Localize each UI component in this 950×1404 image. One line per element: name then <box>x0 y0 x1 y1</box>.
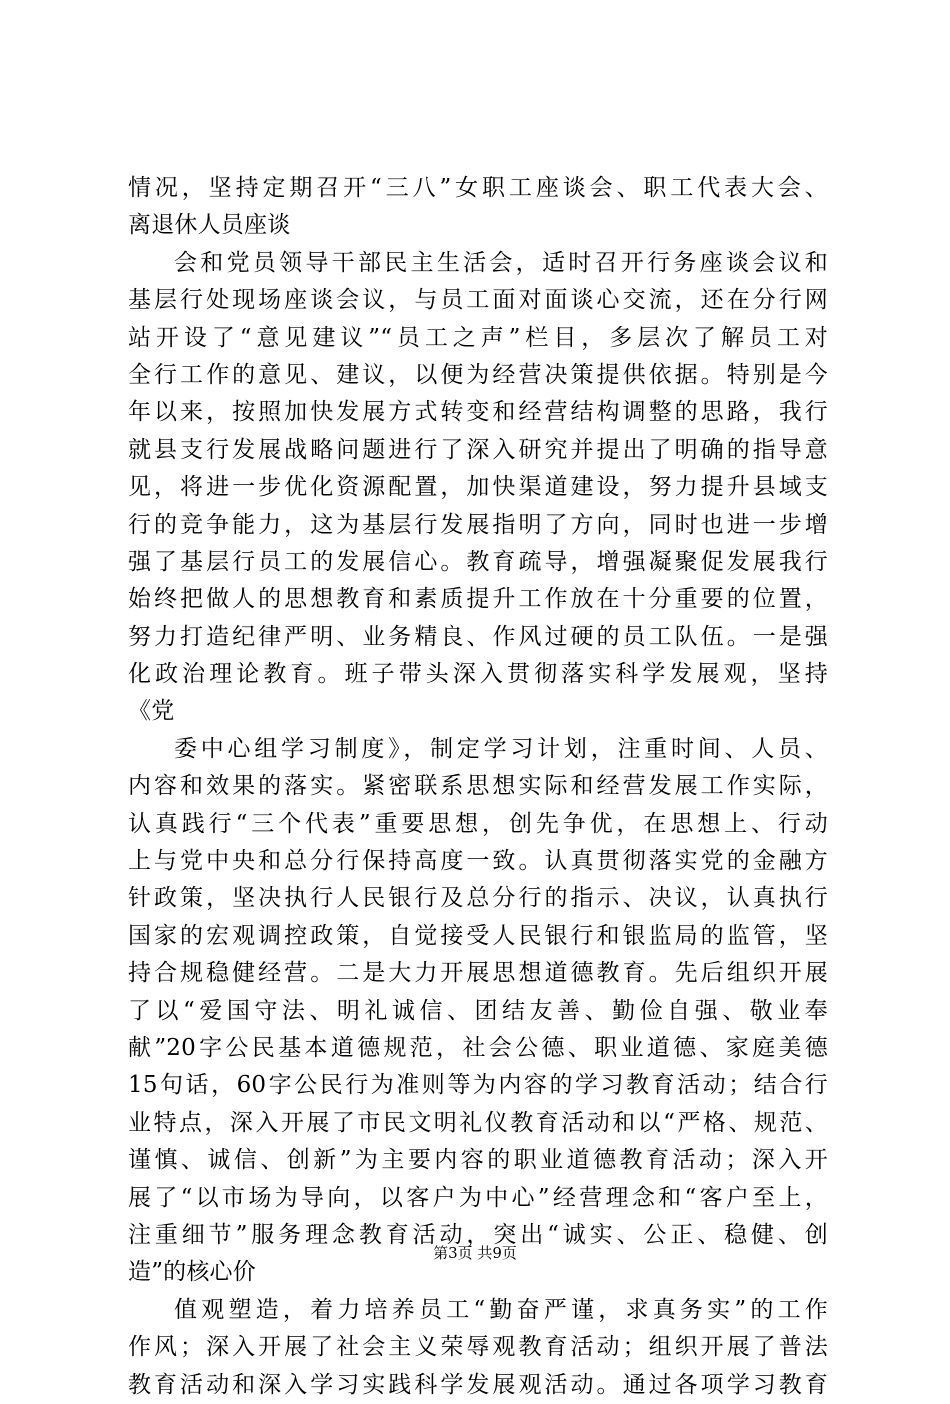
text-line: 《党 <box>128 698 175 725</box>
text-line: 见，将进一步优化资源配置，加快渠道建设，努力提升县域支 <box>128 474 828 501</box>
text-line: 就县支行发展战略问题进行了深入研究并提出了明确的指导意 <box>128 436 828 463</box>
text-line: 业特点，深入开展了市民文明礼仪教育活动和以“严格、规范、 <box>128 1109 828 1136</box>
text-line: 努力打造纪律严明、业务精良、作风过硬的员工队伍。一是强 <box>128 623 828 650</box>
text-line: 15句话，60字公民行为准则等为内容的学习教育活动；结合行 <box>128 1072 828 1099</box>
page-number-footer: 第3页 共9页 <box>433 1244 517 1262</box>
text-line: 情况，坚持定期召开“三八”女职工座谈会、职工代表大会、 <box>128 175 828 201</box>
text-line: 全行工作的意见、建议，以便为经营决策提供依据。特别是今 <box>128 361 828 388</box>
text-line: 强了基层行员工的发展信心。教育疏导，增强凝聚促发展我行 <box>128 548 828 575</box>
text-line: 化政治理论教育。班子带头深入贯彻落实科学发展观，坚持 <box>128 661 828 688</box>
document-body <box>128 170 828 1404</box>
text-line: 针政策，坚决执行人民银行及总分行的指示、决议，认真执行 <box>128 885 828 912</box>
text-line: 教育活动和深入学习实践科学发展观活动。通过各项学习教育 <box>128 1371 828 1398</box>
text-line: 站开设了“意见建议”“员工之声”栏目，多层次了解员工对 <box>128 324 828 351</box>
text-line: 值观塑造，着力培养员工“勤奋严谨，求真务实”的工作 <box>174 1296 828 1323</box>
text-line: 行的竞争能力，这为基层行发展指明了方向，同时也进一步增 <box>128 511 828 538</box>
text-line: 年以来，按照加快发展方式转变和经营结构调整的思路，我行 <box>128 399 828 426</box>
text-line: 谨慎、诚信、创新”为主要内容的职业道德教育活动；深入开 <box>128 1147 828 1174</box>
text-line: 上与党中央和总分行保持高度一致。认真贯彻落实党的金融方 <box>128 848 828 875</box>
text-line: 造”的核心价 <box>128 1259 256 1286</box>
text-line: 国家的宏观调控政策，自觉接受人民银行和银监局的监管，坚 <box>128 922 828 949</box>
text-line: 作风；深入开展了社会主义荣辱观教育活动；组织开展了普法 <box>128 1334 828 1361</box>
text-line: 展了“以市场为导向，以客户为中心”经营理念和“客户至上， <box>128 1184 828 1211</box>
text-line: 离退休人员座谈 <box>128 212 291 239</box>
text-line: 认真践行“三个代表”重要思想，创先争优，在思想上、行动 <box>128 810 828 837</box>
text-line: 委中心组学习制度》，制定学习计划，注重时间、人员、 <box>174 735 828 762</box>
text-line: 会和党员领导干部民主生活会，适时召开行务座谈会议和 <box>174 249 828 276</box>
text-line: 内容和效果的落实。紧密联系思想实际和经营发展工作实际， <box>128 773 828 800</box>
text-line: 献”20字公民基本道德规范，社会公德、职业道德、家庭美德 <box>128 1034 828 1061</box>
text-line: 持合规稳健经营。二是大力开展思想道德教育。先后组织开展 <box>128 960 828 987</box>
text-line: 了以“爱国守法、明礼诚信、团结友善、勤俭自强、敬业奉 <box>128 997 828 1024</box>
text-line: 注重细节”服务理念教育活动，突出“诚实、公正、稳健、创 <box>128 1221 828 1248</box>
text-line: 基层行处现场座谈会议，与员工面对面谈心交流，还在分行网 <box>128 287 828 314</box>
text-line: 始终把做人的思想教育和素质提升工作放在十分重要的位置， <box>128 586 828 613</box>
